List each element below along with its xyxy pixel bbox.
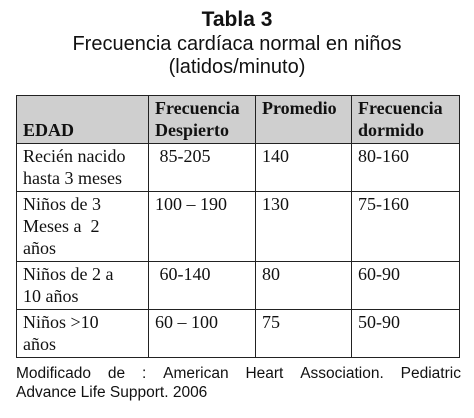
cell-age-line: Niños de 2 a [23,264,114,284]
footnote-word: Modificado [16,365,91,382]
table-row [17,262,460,310]
source-footnote [16,364,461,402]
cell-awake: 60 – 100 [149,310,256,358]
header-asleep [352,96,460,144]
cell-age-line: años [23,334,56,354]
cell-average: 80 [256,262,352,310]
table-row [17,310,460,358]
table-title: Tabla 3 [201,8,273,31]
header-average: Promedio [256,96,352,144]
header-asleep-line: Frecuencia [358,98,443,118]
cell-age [17,144,149,192]
table-row [17,144,460,192]
heart-rate-table [16,95,460,358]
footnote-word: Pediatric [400,365,461,382]
cell-average: 130 [256,192,352,262]
footnote-line: Advance Life Support. 2006 [16,384,208,401]
header-age: EDAD [17,96,149,144]
header-awake-line: Frecuencia [155,98,240,118]
cell-age-line: Niños >10 [23,312,99,332]
subtitle-line: Frecuencia cardíaca normal en niños [72,33,402,55]
table-header-row [17,96,460,144]
cell-age [17,192,149,262]
cell-asleep: 75-160 [352,192,460,262]
footnote-word: American [163,365,229,382]
cell-age [17,262,149,310]
cell-age-line: Niños de 3 [23,194,101,214]
cell-average: 75 [256,310,352,358]
cell-age-line: 10 años [23,286,79,306]
cell-asleep: 80-160 [352,144,460,192]
cell-average: 140 [256,144,352,192]
header-awake-line: Despierto [155,120,229,140]
table-subtitle [0,33,474,79]
cell-awake: 85-205 [149,144,256,192]
cell-asleep: 50-90 [352,310,460,358]
cell-asleep: 60-90 [352,262,460,310]
cell-age-line: Recién nacido [23,146,126,166]
header-awake [149,96,256,144]
table-row [17,192,460,262]
subtitle-line: (latidos/minuto) [168,56,306,78]
footnote-line [16,364,461,383]
cell-age [17,310,149,358]
footnote-word: de [107,365,126,382]
footnote-word: : [141,365,147,382]
cell-age-line: hasta 3 meses [23,168,122,188]
cell-awake: 100 – 190 [149,192,256,262]
header-asleep-line: dormido [358,120,425,140]
cell-age-line: años [23,238,56,258]
cell-age-line: Meses a 2 [23,216,100,236]
footnote-word: Heart [245,365,284,382]
cell-awake: 60-140 [149,262,256,310]
footnote-word: Association. [300,365,384,382]
